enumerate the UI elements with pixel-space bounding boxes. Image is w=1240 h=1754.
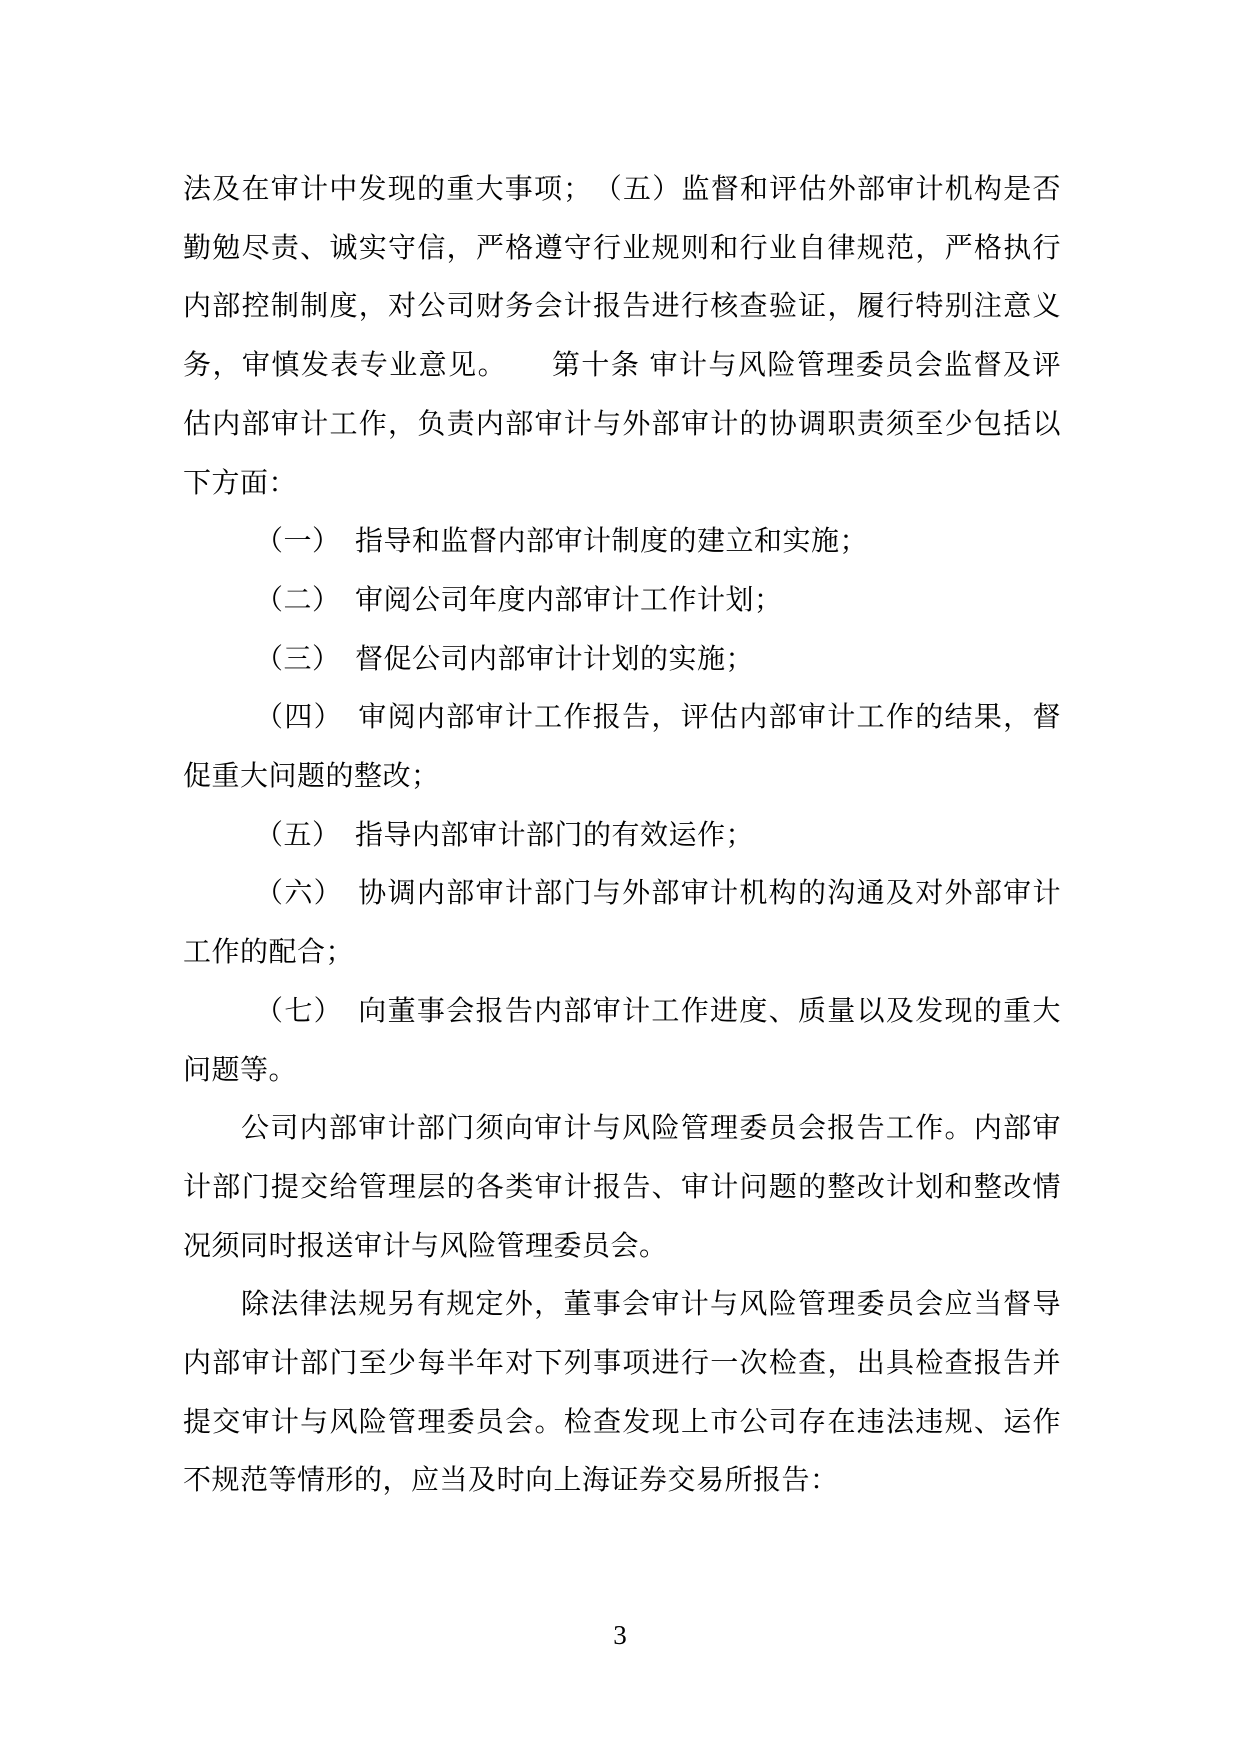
- text-line: （四） 审阅内部审计工作报告，评估内部审计工作的结果，督: [255, 701, 1061, 733]
- text-line: 提交审计与风险管理委员会。检查发现上市公司存在违法违规、运作: [183, 1405, 1061, 1437]
- text-line: （七） 向董事会报告内部审计工作进度、质量以及发现的重大: [255, 994, 1061, 1026]
- text-line: 不规范等情形的，应当及时向上海证券交易所报告：: [183, 1464, 839, 1496]
- text-line: 况须同时报送审计与风险管理委员会。: [183, 1229, 668, 1261]
- text-line: 公司内部审计部门须向审计与风险管理委员会报告工作。内部审: [241, 1112, 1061, 1144]
- text-line: 法及在审计中发现的重大事项； （五）监督和评估外部审计机构是否: [183, 173, 1061, 204]
- text-line: 工作的配合；: [183, 936, 355, 968]
- text-line: 勤勉尽责、诚实守信，严格遵守行业规则和行业自律规范，严格执行: [183, 231, 1061, 263]
- document-body: [183, 160, 1061, 1510]
- text-line: （二） 审阅公司年度内部审计工作计划；: [255, 583, 783, 615]
- text-line: 问题等。: [183, 1053, 298, 1085]
- text-line: 计部门提交给管理层的各类审计报告、审计问题的整改计划和整改情: [183, 1170, 1061, 1202]
- text-line: （三） 督促公司内部审计计划的实施；: [255, 642, 755, 674]
- text-line: 除法律法规另有规定外，董事会审计与风险管理委员会应当督导: [241, 1288, 1061, 1320]
- text-line: 务，审慎发表专业意见。 第十条 审计与风险管理委员会监督及评: [183, 349, 1061, 381]
- text-line: 内部审计部门至少每半年对下列事项进行一次检查，出具检查报告并: [183, 1347, 1061, 1379]
- text-line: （五） 指导内部审计部门的有效运作；: [255, 818, 755, 850]
- text-line: （一） 指导和监督内部审计制度的建立和实施；: [255, 525, 869, 557]
- text-line: 下方面：: [183, 466, 298, 498]
- page-number: 3: [613, 1620, 627, 1650]
- text-line: 估内部审计工作，负责内部审计与外部审计的协调职责须至少包括以: [183, 407, 1061, 439]
- text-line: 促重大问题的整改；: [183, 760, 440, 792]
- text-line: 内部控制制度，对公司财务会计报告进行核查验证，履行特别注意义: [183, 290, 1061, 322]
- text-line: （六） 协调内部审计部门与外部审计机构的沟通及对外部审计: [255, 877, 1061, 909]
